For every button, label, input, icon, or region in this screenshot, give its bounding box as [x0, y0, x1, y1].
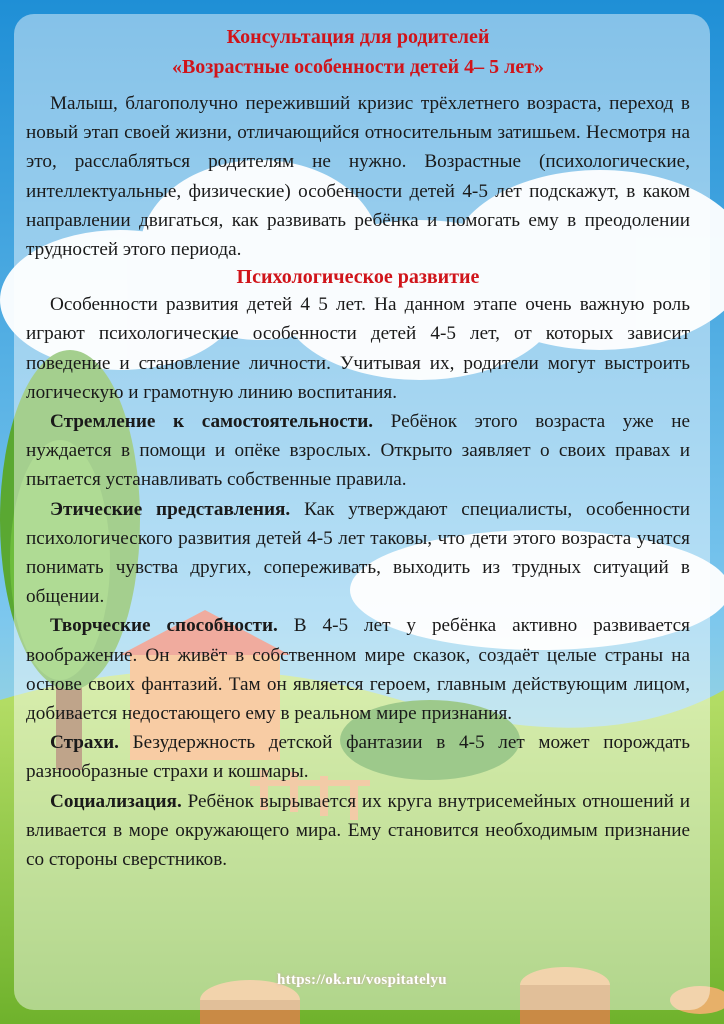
item-text: В 4-5 лет у ребёнка активно развивается воображение. Он живёт в собственном мире сказок, создаёт целые страны на основе своих фантазий. Там он является героем, главным действующим лицом, добивается недостающего ему в реальном мире признания. — [26, 615, 690, 725]
section-title: Психологическое развитие — [236, 266, 480, 289]
item-term: Социализация. — [50, 790, 182, 812]
title-line-1: Консультация для родителей — [226, 26, 490, 48]
item-paragraph — [26, 611, 690, 728]
title-line-2: «Возрастные особенности детей 4– 5 лет» — [171, 56, 545, 78]
item-paragraph — [26, 728, 690, 786]
item-paragraph — [26, 787, 690, 875]
item-term: Стремление к самостоятельности. — [50, 411, 374, 433]
item-paragraph — [26, 407, 690, 495]
item-text: Ребёнок вырывается их круга внутрисемейных отношений и вливается в море окружающего мира. Ему становится необходимым признание со стороны сверстников. — [26, 790, 690, 871]
item-paragraph — [26, 495, 690, 612]
section-lead-paragraph: Особенности развития детей 4 5 лет. На данном этапе очень важную роль играют психологические особенности детей 4-5 лет, от которых зависит поведение и становление личности. Учитывая их, родители могут выстроить логическую и грамотную линию воспитания. — [26, 294, 690, 403]
item-term: Этические представления. — [50, 498, 291, 520]
item-text: Как утверждают специалисты, особенности психологического развития детей 4-5 лет таковы, что дети этого возраста учатся понимать чувства других, сопереживать, выходить из трудных ситуаций в общении. — [26, 498, 690, 608]
item-text: Безудержность детской фантазии в 4-5 лет может порождать разнообразные страхи и кошмары. — [26, 732, 690, 783]
item-term: Страхи. — [50, 732, 119, 754]
intro-paragraph: Малыш, благополучно переживший кризис трёхлетнего возраста, переход в новый этап своей жизни, отличающийся относительным затишьем. Несмотря на это, расслабляться родителям не нужно. Возрастные (психологические, интеллектуальные, физические) особенности детей 4-5 лет подскажут, в каком направлении двигаться, как развивать ребёнка и помогать ему в преодолении трудностей этого периода. — [26, 93, 690, 261]
item-term: Творческие способности. — [50, 615, 278, 637]
consultation-text — [26, 22, 690, 874]
watermark-link: https://ok.ru/vospitatelyu — [277, 972, 447, 988]
item-text: Ребёнок этого возраста уже не нуждается в помощи и опёке взрослых. Открыто заявляет о своих правах и пытается устанавливать собственные правила. — [26, 411, 690, 491]
